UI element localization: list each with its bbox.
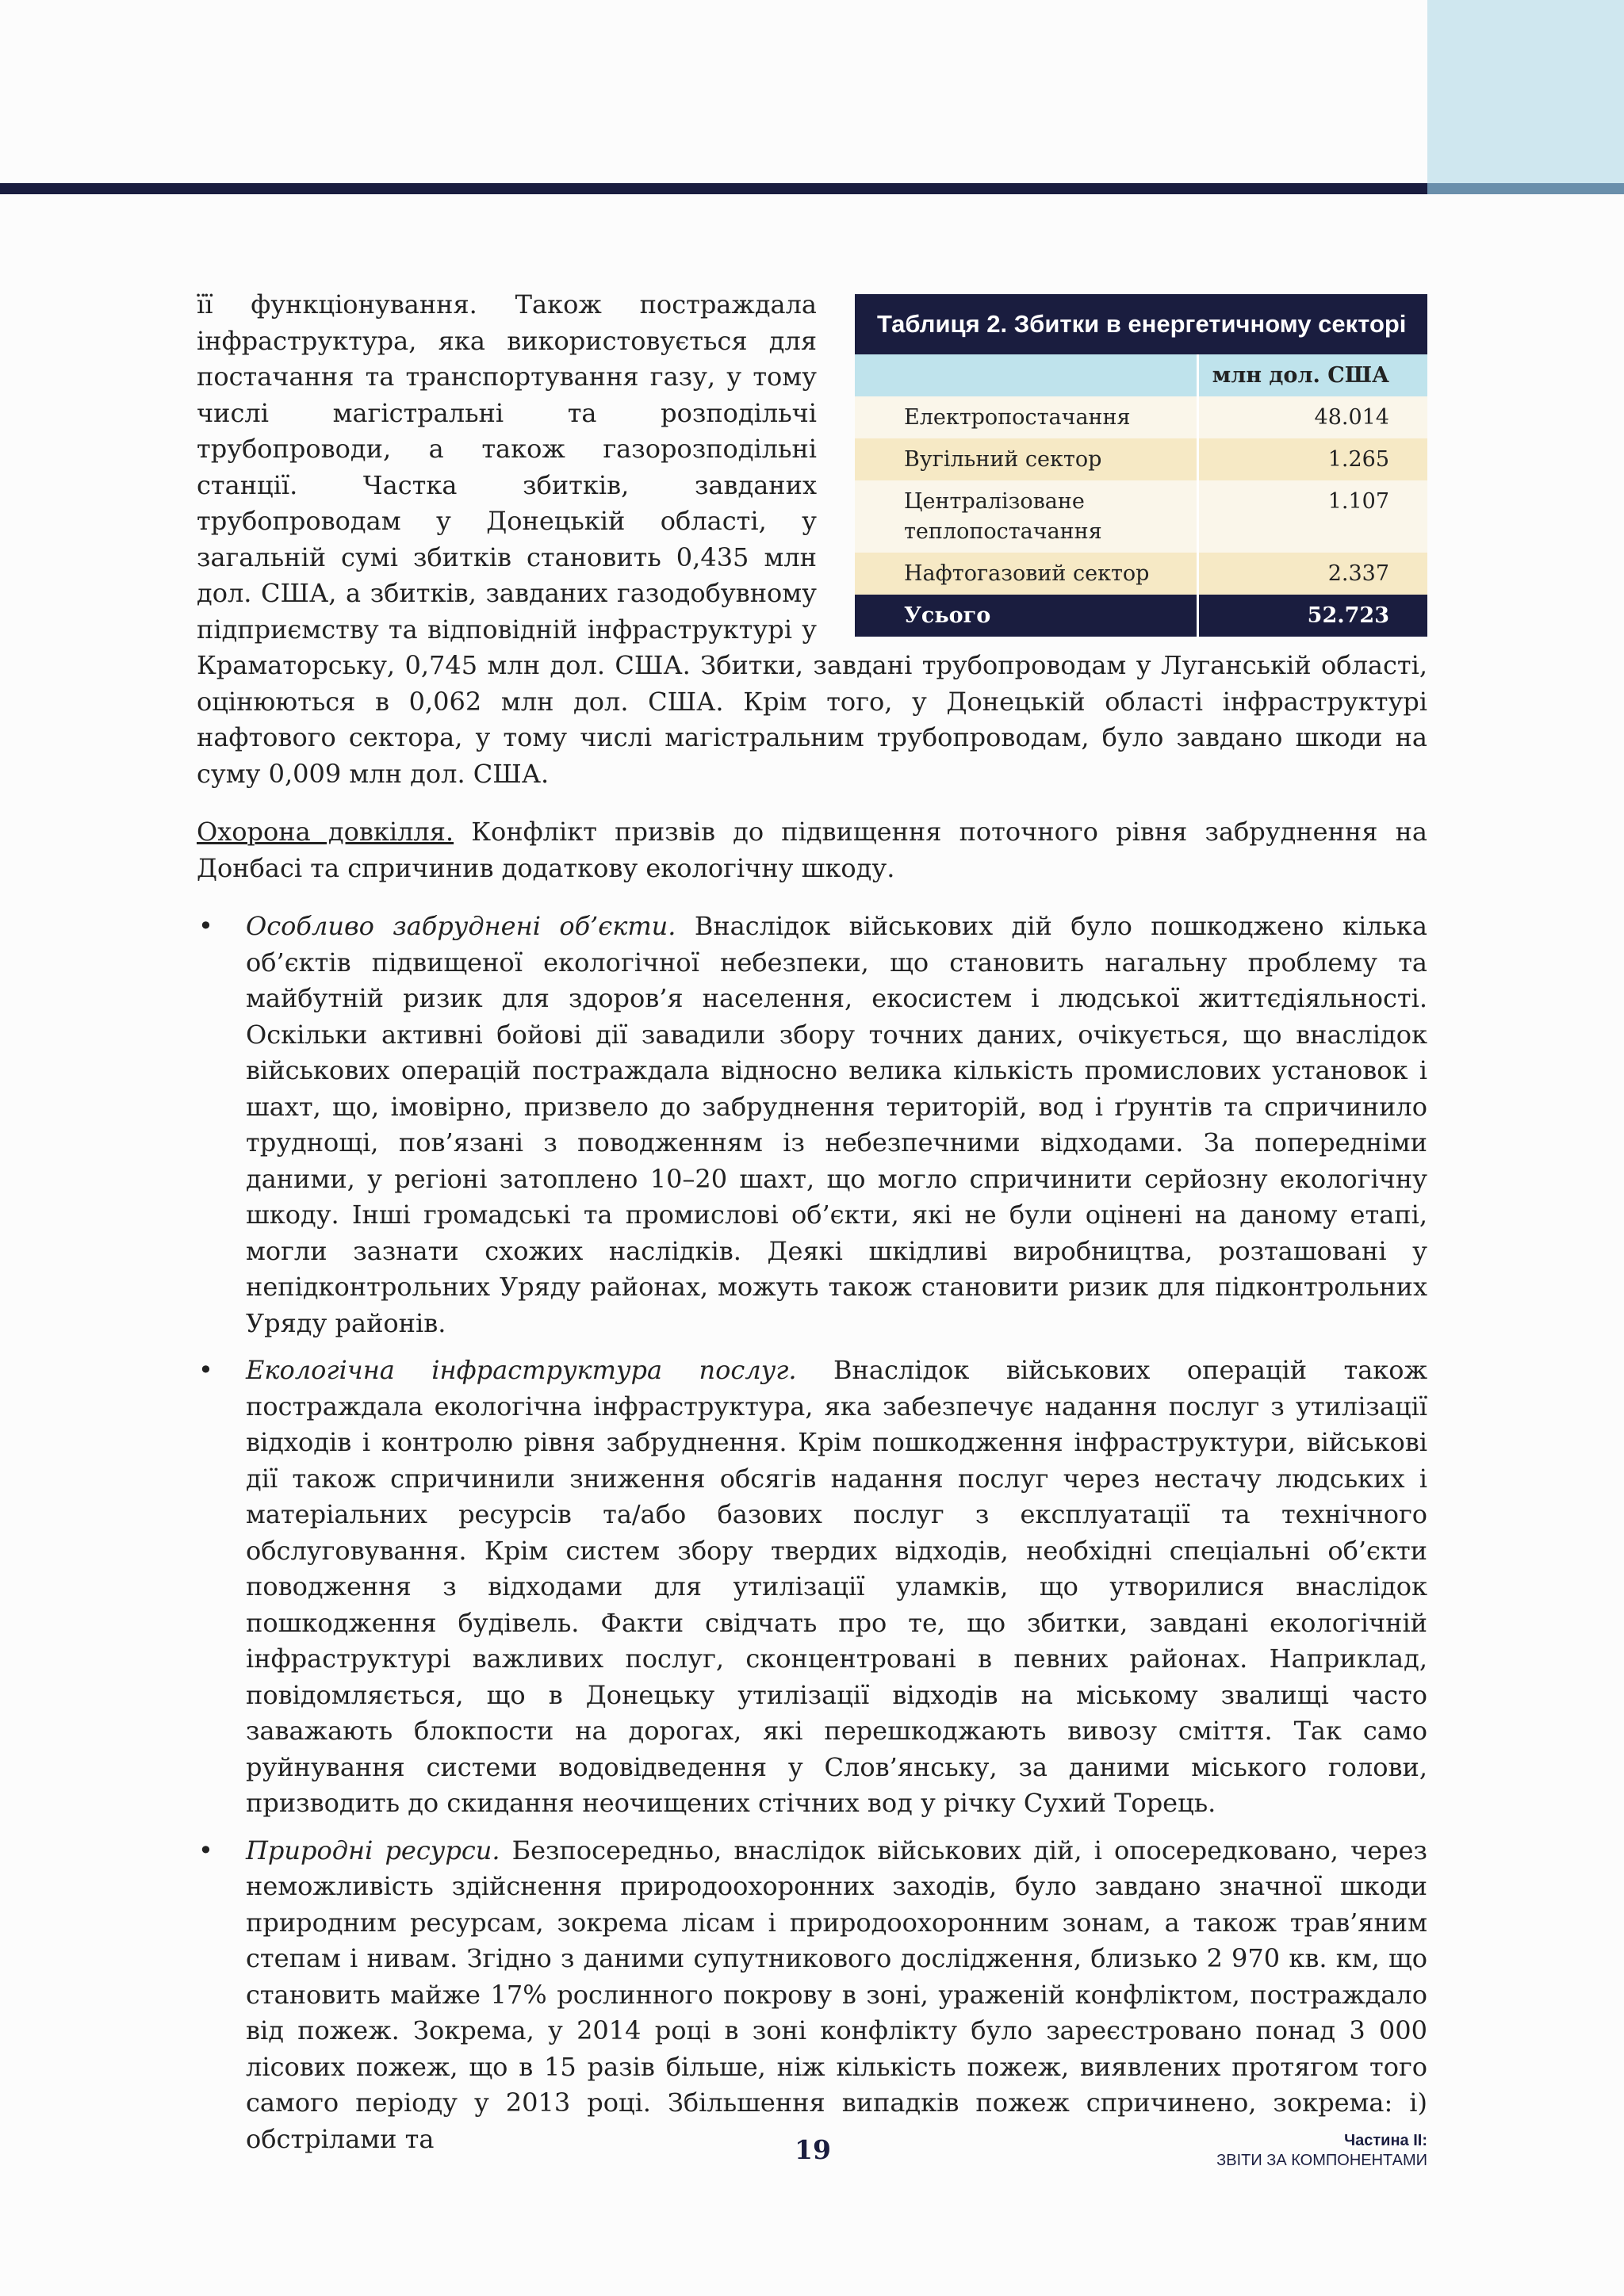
item-text: Внаслідок військових дій було пошкоджено кілька об’єктів підвищеної екологічної небезпеки, що становить нагальну проблему та майбутній ризик для здоров’я населення, екосистем і людської життєдіяльності. Оскільки активні бойові дії завадили збору точних даних, очікується, що внаслідок військових операцій постраждала відносно велика кількість промислових установок і шахт, що, імовірно, призвело до забруднення територій, вод і ґрунтів та спричинило труднощі, пов’язані з поводженням із небезпечними відходами. За попередніми даними, у регіоні затоплено 10–20 шахт, що могло спричинити серйозну екологічну шкоду. Інші громадські та промислові об’єкти, які не були оцінені на даному етапі, могли зазнати схожих наслідків. Деякі шкідливі виробництва, розташовані у непідконтрольних Уряду районах, можуть також становити ризик для підконтрольних Уряду районів.: [246, 911, 1428, 1338]
table-row: [855, 438, 1427, 480]
list-item: [197, 1353, 1427, 1822]
item-text: Безпосередньо, внаслідок військових дій, і опосередковано, через неможливість здійснення природоохоронних заходів, було завдано значної шкоди природним ресурсам, зокрема лісам і природоохоронним зонам, а також трав’яним степам і нивам. Згідно з даними супутникового дослідження, близько 2 970 кв. км, що становить майже 17% рослинного покрову в зоні, ураженій конфліктом, постраждало від пожеж. Зокрема, у 2014 році в зоні конфлікту було зареєстровано понад 3 000 лісових пожеж, що в 15 разів більше, ніж кількість пожеж, виявлених протягом того самого періоду у 2013 році. Збільшення випадків пожеж спричинено, зокрема: і) обстрілами та: [246, 1835, 1428, 2154]
row-label: Нафтогазовий сектор: [855, 553, 1198, 595]
corner-decoration: [1427, 0, 1624, 183]
footer-section: [1216, 2131, 1427, 2171]
row-value: 48.014: [1198, 396, 1428, 438]
total-label: Усього: [855, 595, 1198, 637]
table-row: [855, 553, 1427, 595]
bullet-marker: •: [198, 911, 213, 941]
page-body: [197, 287, 1427, 2168]
row-label: Централізоване теплопостачання: [855, 480, 1198, 553]
page-number: 19: [795, 2134, 831, 2165]
table-row: [855, 480, 1427, 553]
header-rule: [0, 183, 1427, 194]
row-value: 2.337: [1198, 553, 1428, 595]
list-item: [197, 1833, 1427, 2158]
footer-title: ЗВІТИ ЗА КОМПОНЕНТАМИ: [1216, 2152, 1427, 2169]
row-value: 1.265: [1198, 438, 1428, 480]
item-text: Внаслідок військових операцій також постраждала екологічна інфраструктура, яка забезпечує надання послуг з утилізації відходів і контролю рівня забруднення. Крім пошкодження інфраструктури, військові дії також спричинили зниження обсягів надання послуг через нестачу людських і матеріальних ресурсів та/або базових послуг з експлуатації та технічного обслуговування. Крім систем збору твердих відходів, необхідні спеціальні об’єкти поводження з відходами для утилізації уламків, що утворилися внаслідок пошкодження будівель. Факти свідчать про те, що збитки, завдані екологічній інфраструктурі важливих послуг, сконцентровані в певних районах. Наприклад, повідомляється, що в Донецьку утилізації відходів на міському звалищі часто заважають блокпости на дорогах, які перешкоджають вивозу сміття. Так само руйнування системи водовідведення у Слов’янську, за даними міського голови, призводить до скидання неочищених стічних вод у річку Сухий Торець.: [246, 1355, 1428, 1818]
section-heading: Охорона довкілля.: [197, 817, 454, 847]
energy-damage-table: [855, 294, 1427, 637]
table-unit: млн дол. США: [1198, 354, 1428, 396]
item-title: Екологічна інфраструктура послуг.: [246, 1355, 797, 1385]
table-row: [855, 396, 1427, 438]
table-header-row: [855, 354, 1427, 396]
row-label: Електропостачання: [855, 396, 1198, 438]
footer-part: Частина II:: [1344, 2132, 1427, 2149]
paragraph-environment: [197, 814, 1427, 886]
list-item: [197, 909, 1427, 1341]
total-value: 52.723: [1198, 595, 1428, 637]
table-title: Таблиця 2. Збитки в енергетичному секторі: [855, 294, 1427, 354]
bullet-list: [197, 909, 1427, 2157]
row-value: 1.107: [1198, 480, 1428, 553]
item-title: Природні ресурси.: [246, 1835, 500, 1866]
item-title: Особливо забруднені об’єкти.: [246, 911, 676, 941]
paragraph-text: Конфлікт призвів до підвищення поточного рівня забруднення на Донбасі та спричинив додаткову екологічну шкоду.: [197, 817, 1428, 883]
bullet-marker: •: [198, 1355, 213, 1385]
row-label: Вугільний сектор: [855, 438, 1198, 480]
paragraph-energy: її функціонування. Також постраждала інфраструктура, яка використовується для постачання та транспортування газу, у тому числі магістральні та розподільчі трубопроводи, а також газорозподільні станції. Частка збитків, завданих трубопроводам у Донецькій області, у загальній сумі збитків становить 0,435 млн дол. США, а збитків, завданих газодобувному підприємству та відповідній інфраструктурі у Краматорську, 0,745 млн дол. США. Збитки, завдані трубопроводам у Луганській області, оцінюються в 0,062 млн дол. США. Крім того, у Донецькій області інфраструктурі нафтового сектора, у тому числі магістральним трубопроводам, було завдано шкоди на суму 0,009 млн дол. США.: [197, 289, 1427, 789]
bullet-marker: •: [198, 1835, 213, 1866]
header-rule-accent: [1427, 183, 1624, 194]
table-total-row: [855, 595, 1427, 637]
